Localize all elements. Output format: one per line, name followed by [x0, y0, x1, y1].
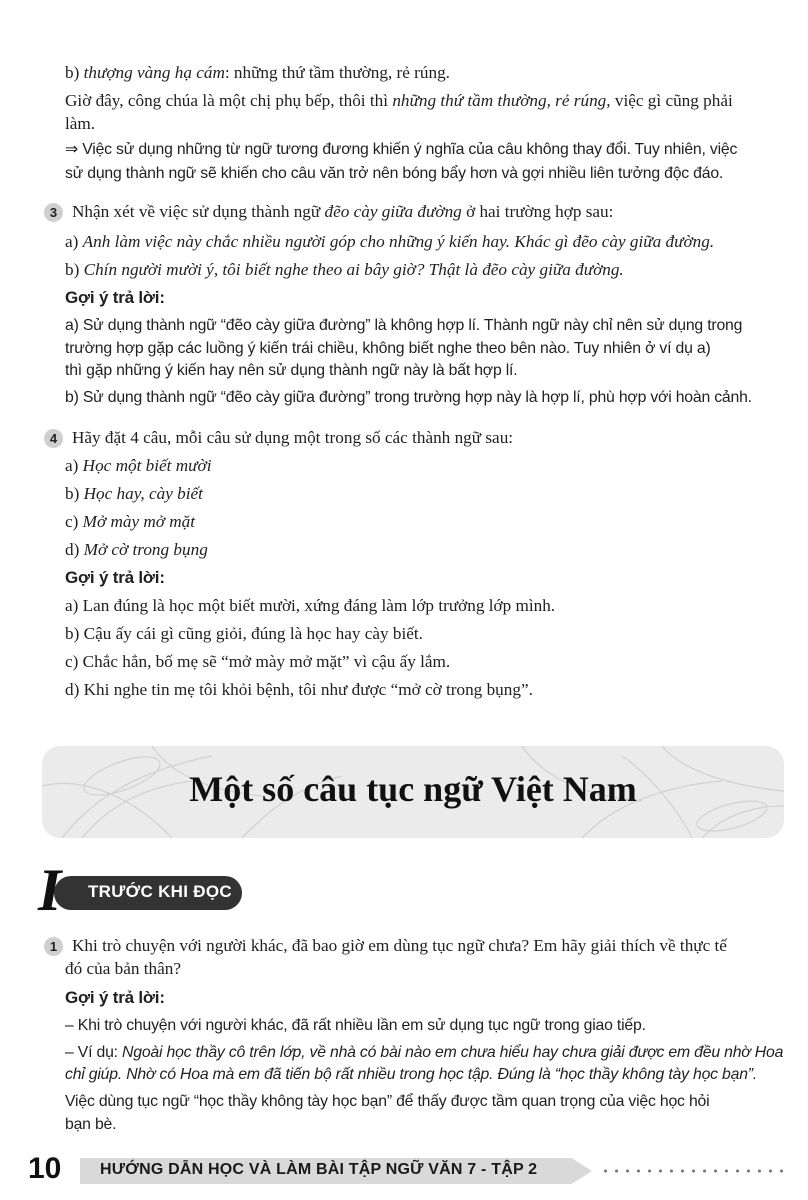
answer-line: chỉ giúp. Nhờ có Hoa mà em đã tiến bộ rất nhiều trong học tập. Đúng là “học thầy không tày học bạn”.: [65, 1066, 758, 1083]
answer-line: a) Sử dụng thành ngữ “đẽo cày giữa đường” là không hợp lí. Thành ngữ này chỉ nên sử dụng trong: [65, 317, 743, 334]
answer-line: – Khi trò chuyện với người khác, đã rất nhiều lần em sử dụng tục ngữ trong giao tiếp.: [65, 1017, 646, 1034]
text: d): [65, 540, 84, 559]
section-label: TRƯỚC KHI ĐỌC: [88, 882, 232, 901]
case-line: [65, 229, 714, 255]
question-prompt: Hãy đặt 4 câu, mỗi câu sử dụng một trong số các thành ngữ sau:: [72, 428, 514, 447]
hint-label: Gợi ý trả lời:: [65, 568, 165, 587]
book-title: HƯỚNG DẪN HỌC VÀ LÀM BÀI TẬP NGỮ VĂN 7 - TẬP 2: [100, 1161, 538, 1178]
idiom-italic: Học hay, cày biết: [83, 484, 203, 503]
b-answer-line: [65, 60, 450, 86]
answer-line: thì gặp những ý kiến hay nên sử dụng thành ngữ này là bất hợp lí.: [65, 362, 518, 379]
answer-line: b) Cậu ấy cái gì cũng giỏi, đúng là học hay cày biết.: [65, 624, 423, 643]
text: ở hai trường hợp sau:: [461, 202, 614, 221]
hint-label: Gợi ý trả lời:: [65, 288, 165, 307]
question-number-badge: 3: [44, 203, 63, 222]
text: Giờ đây, công chúa là một chị phụ bếp, thôi thì: [65, 91, 393, 110]
question-number-badge: 4: [44, 429, 63, 448]
answer-line: b) Sử dụng thành ngữ “đẽo cày giữa đường” trong trường hợp này là hợp lí, phù hợp với hoàn cảnh.: [65, 389, 752, 406]
question-prompt: [72, 199, 613, 225]
conclusion-line: sử dụng thành ngữ sẽ khiến cho câu văn trở nên bóng bẩy hơn và gợi nhiều liên tưởng độc đáo.: [65, 165, 724, 182]
footer-dots-decoration: [600, 1168, 790, 1174]
text: b): [65, 484, 84, 503]
answer-line: bạn bè.: [65, 1116, 117, 1133]
text: a): [65, 232, 83, 251]
text-italic: những thứ tầm thường, rẻ rúng,: [392, 91, 611, 110]
section-badge: [38, 857, 244, 923]
lesson-title-banner: [42, 746, 784, 838]
idiom-italic: thượng vàng hạ cám: [83, 63, 225, 82]
paragraph-line: làm.: [65, 114, 96, 133]
page-footer: [0, 1150, 808, 1190]
idiom-item: [65, 453, 211, 479]
page-number: 10: [28, 1152, 62, 1185]
idiom-italic: Mở cờ trong bụng: [83, 540, 208, 559]
paragraph-line: [65, 88, 733, 114]
answer-line: trường hợp gặp các luồng ý kiến trái chiều, không biết nghe theo bên nào. Tuy nhiên ở ví dụ a): [65, 340, 711, 357]
example-italic: Ngoài học thầy cô trên lớp, về nhà có bài nào em chưa hiểu hay chưa giải được em đều nhờ Hoa: [122, 1044, 784, 1061]
lesson-title: Một số câu tục ngữ Việt Nam: [189, 769, 637, 809]
answer-line: d) Khi nghe tin mẹ tôi khỏi bệnh, tôi như được “mở cờ trong bụng”.: [65, 680, 533, 699]
idiom-item: [65, 537, 208, 563]
answer-line: a) Lan đúng là học một biết mười, xứng đáng làm lớp trưởng lớp mình.: [65, 596, 556, 615]
answer-line: c) Chắc hẳn, bố mẹ sẽ “mở mày mở mặt” vì cậu ấy lắm.: [65, 652, 451, 671]
idiom-item: [65, 481, 203, 507]
conclusion-line: ⇒ Việc sử dụng những từ ngữ tương đương khiến ý nghĩa của câu không thay đổi. Tuy nhiên, việc: [65, 141, 738, 158]
text: – Ví dụ:: [65, 1044, 123, 1061]
hint-label: Gợi ý trả lời:: [65, 988, 165, 1007]
idiom-italic: đẽo cày giữa đường: [324, 202, 462, 221]
text: việc gì cũng phải: [610, 91, 733, 110]
text: a): [65, 456, 83, 475]
text: b): [65, 260, 84, 279]
case-text: Anh làm việc này chắc nhiều người góp cho những ý kiến hay. Khác gì đẽo cày giữa đường.: [82, 232, 715, 251]
case-line: [65, 257, 624, 283]
section-letter: I: [38, 857, 62, 923]
question-prompt: Khi trò chuyện với người khác, đã bao giờ em dùng tục ngữ chưa? Em hãy giải thích về thực tế: [72, 936, 727, 955]
question-prompt: đó của bản thân?: [65, 959, 181, 978]
text: b): [65, 63, 84, 82]
text: c): [65, 512, 83, 531]
question-number-badge: 1: [44, 937, 63, 956]
answer-line: Việc dùng tục ngữ “học thầy không tày học bạn” để thấy được tầm quan trọng của việc học hỏi: [65, 1093, 710, 1110]
text: : những thứ tầm thường, rẻ rúng.: [224, 63, 450, 82]
case-text: Chín người mười ý, tôi biết nghe theo ai bây giờ? Thật là đẽo cày giữa đường.: [83, 260, 624, 279]
idiom-italic: Học một biết mười: [82, 456, 212, 475]
idiom-item: [65, 509, 195, 535]
text: Nhận xét về việc sử dụng thành ngữ: [72, 202, 325, 221]
idiom-italic: Mở mày mở mặt: [82, 512, 196, 531]
